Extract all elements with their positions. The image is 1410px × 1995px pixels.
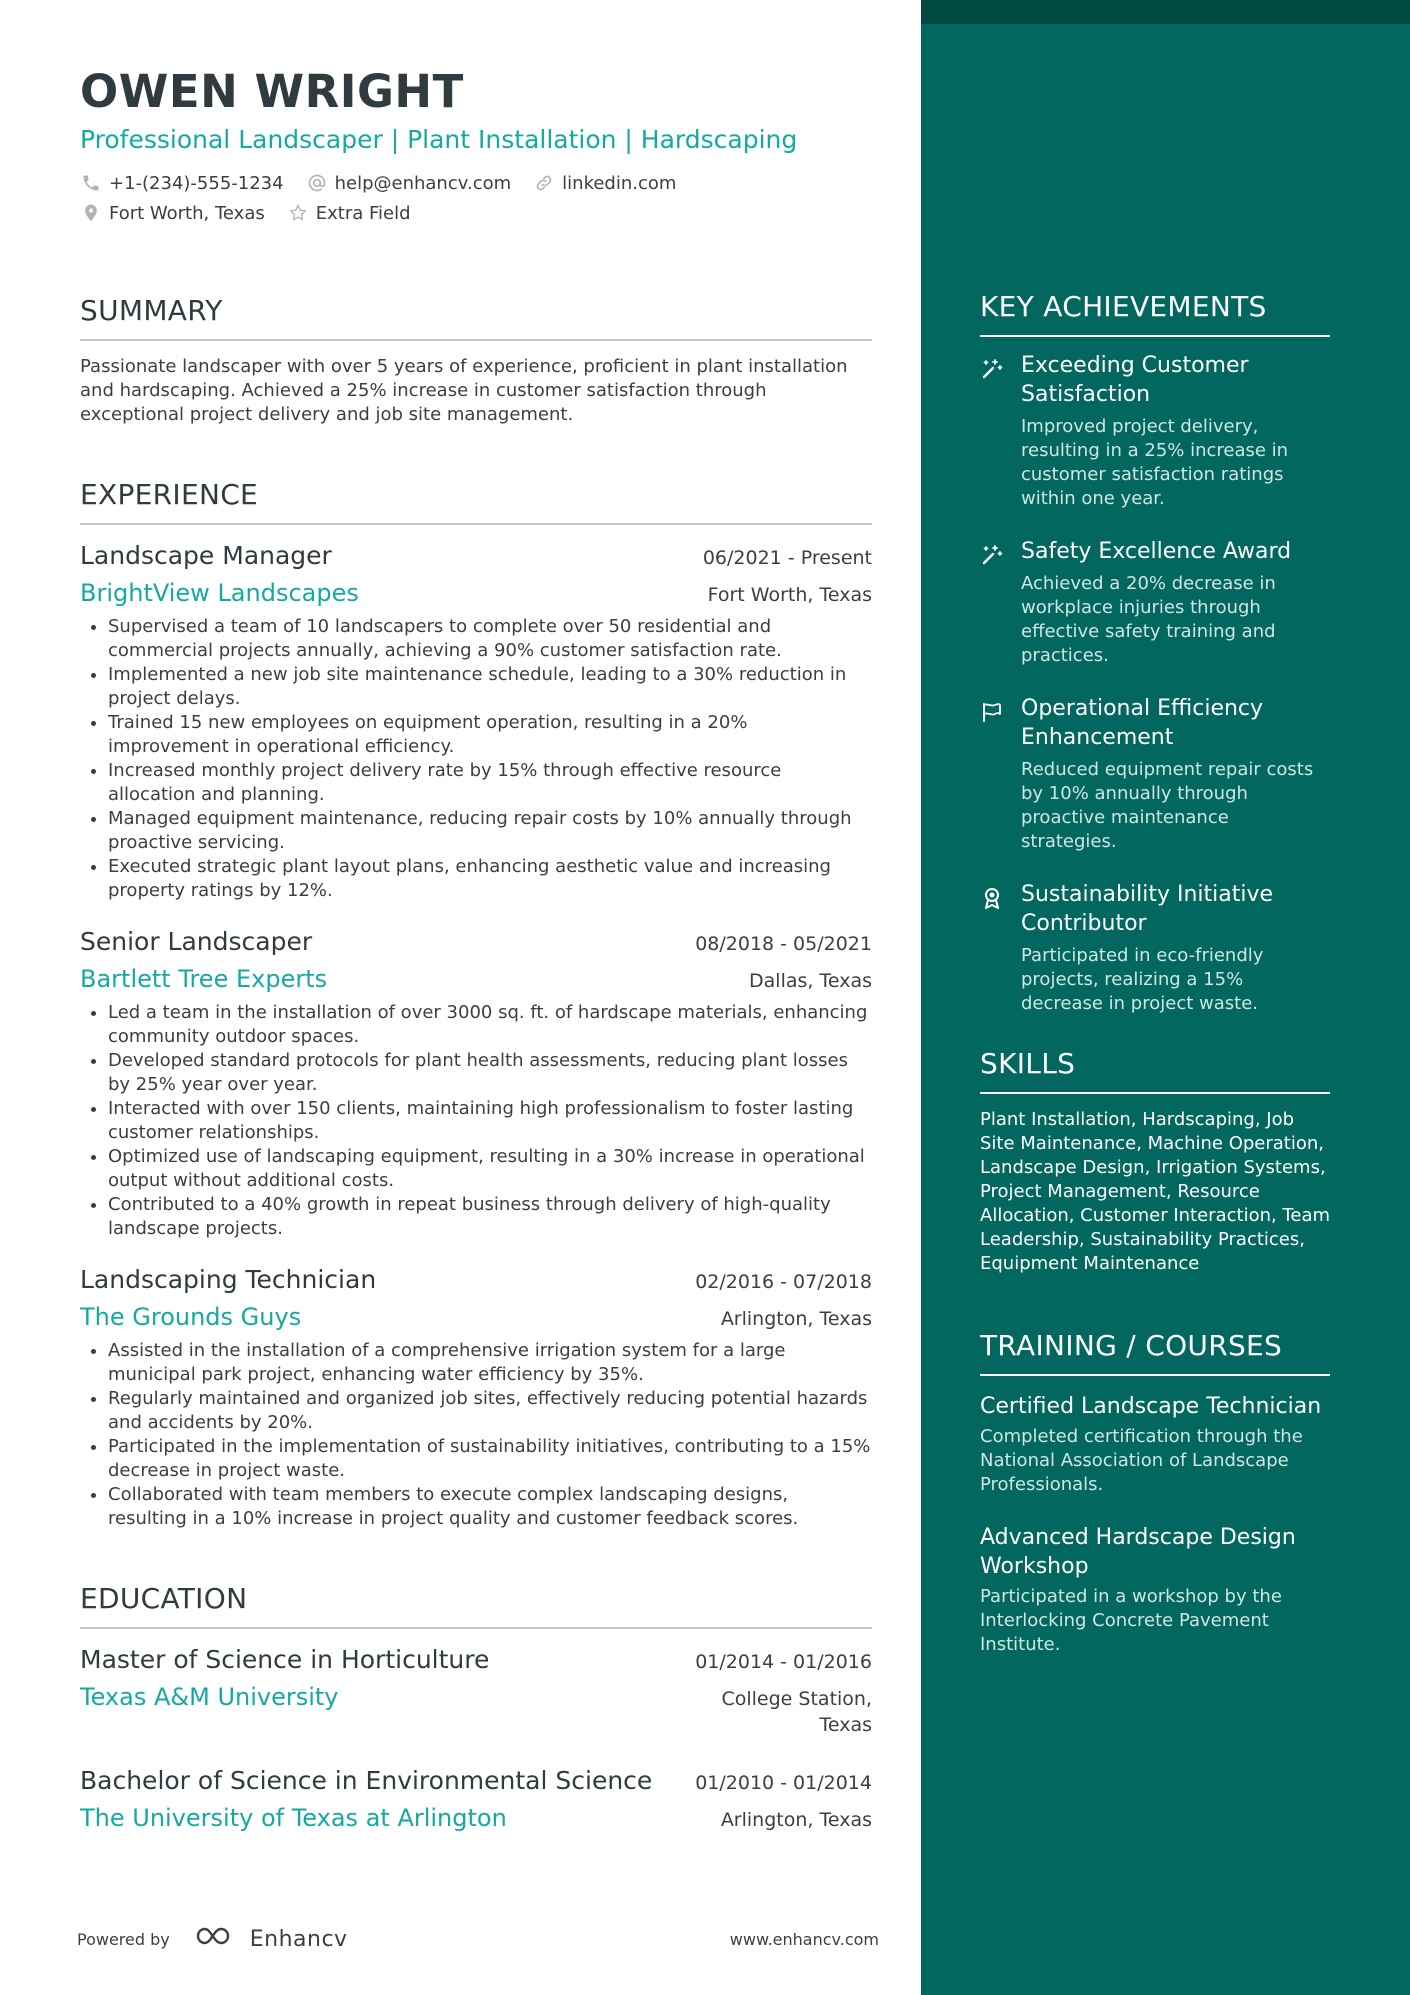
education-section bbox=[80, 1581, 872, 1834]
contact-extra bbox=[287, 202, 411, 224]
phone-icon bbox=[80, 172, 102, 194]
footer bbox=[77, 1914, 879, 1964]
magic-wand-icon bbox=[980, 537, 1005, 668]
skills-list: Plant Installation, Hardscaping, Job Site Maintenance, Machine Operation, Landscape Design, Irrigation Systems, Project Management, Resource Allocation, Customer Interaction, Team Leadership, Sustainability Practices, Equipment Maintenance bbox=[980, 1109, 1331, 1274]
job-location: Dallas, Texas bbox=[749, 970, 872, 992]
company-name: The Grounds Guys bbox=[80, 1303, 302, 1331]
main-content bbox=[80, 64, 872, 1834]
course-item bbox=[980, 1523, 1330, 1657]
degree-title: Bachelor of Science in Environmental Science bbox=[80, 1766, 653, 1795]
job-title: Landscape Manager bbox=[80, 541, 332, 570]
enhancv-logo-icon bbox=[194, 1924, 240, 1954]
skills-title: SKILLS bbox=[980, 1047, 1076, 1080]
contact-email[interactable] bbox=[306, 172, 512, 194]
summary-divider bbox=[80, 339, 872, 341]
bullet-item: • Developed standard protocols for plant health assessments, reducing plant losses by 25% year over year. bbox=[108, 1049, 872, 1097]
achievement-title: Operational Efficiency Enhancement bbox=[1021, 696, 1264, 750]
email-text: help@enhancv.com bbox=[334, 172, 512, 194]
job-location: Arlington, Texas bbox=[720, 1308, 872, 1330]
link-icon bbox=[533, 172, 555, 194]
education-title: EDUCATION bbox=[80, 1582, 248, 1615]
magic-wand-icon bbox=[980, 351, 1005, 511]
education-entry bbox=[80, 1764, 872, 1834]
skills-section bbox=[980, 1046, 1330, 1276]
job-bullets bbox=[80, 615, 872, 903]
bullet-item: • Supervised a team of 10 landscapers to complete over 50 residential and commercial projects annually, achieving a 90% customer satisfaction rate. bbox=[108, 615, 872, 663]
job-entry bbox=[80, 1263, 872, 1531]
job-date: 02/2016 - 07/2018 bbox=[695, 1271, 872, 1293]
achievement-desc: Participated in eco-friendly projects, realizing a 15% decrease in project waste. bbox=[1021, 945, 1264, 1014]
degree-title: Master of Science in Horticulture bbox=[80, 1645, 490, 1674]
bullet-item: • Regularly maintained and organized job sites, effectively reducing potential hazards and accidents by 20%. bbox=[108, 1387, 872, 1435]
job-title: Senior Landscaper bbox=[80, 927, 313, 956]
job-title: Landscaping Technician bbox=[80, 1265, 377, 1294]
company-name: BrightView Landscapes bbox=[80, 579, 359, 607]
brand-name: Enhancv bbox=[249, 1926, 348, 1952]
bullet-item: • Collaborated with team members to execute complex landscaping designs, resulting in a 10% increase in project quality and customer feedback scores. bbox=[108, 1483, 872, 1531]
achievement-title: Exceeding Customer Satisfaction bbox=[1021, 353, 1249, 407]
achievement-desc: Achieved a 20% decrease in workplace injuries through effective safety training and practices. bbox=[1021, 573, 1276, 666]
bullet-item: • Led a team in the installation of over 3000 sq. ft. of hardscape materials, enhancing community outdoor spaces. bbox=[108, 1001, 872, 1049]
bullet-item: • Managed equipment maintenance, reducing repair costs by 10% annually through proactive servicing. bbox=[108, 807, 872, 855]
contact-location bbox=[80, 202, 265, 224]
education-entry bbox=[80, 1643, 872, 1738]
achievement-item bbox=[980, 351, 1330, 511]
course-desc: Completed certification through the National Association of Landscape Professionals. bbox=[980, 1426, 1303, 1495]
star-icon bbox=[287, 202, 309, 224]
education-location: Arlington, Texas bbox=[720, 1809, 872, 1831]
school-name: Texas A&M University bbox=[80, 1683, 339, 1711]
experience-title: EXPERIENCE bbox=[80, 478, 259, 511]
candidate-headline: Professional Landscaper | Plant Installation | Hardscaping bbox=[80, 125, 798, 154]
achievements-title: KEY ACHIEVEMENTS bbox=[980, 290, 1267, 323]
education-date: 01/2010 - 01/2014 bbox=[695, 1772, 872, 1794]
bullet-item: • Executed strategic plant layout plans, enhancing aesthetic value and increasing property ratings by 12%. bbox=[108, 855, 872, 903]
linkedin-text: linkedin.com bbox=[562, 172, 677, 194]
job-date: 08/2018 - 05/2021 bbox=[695, 933, 872, 955]
contact-row-1 bbox=[80, 168, 872, 198]
job-entry bbox=[80, 539, 872, 903]
brand-logo[interactable] bbox=[194, 1924, 348, 1954]
flag-icon bbox=[980, 694, 1005, 854]
education-location: College Station, Texas bbox=[721, 1688, 872, 1736]
contact-row-2 bbox=[80, 198, 872, 228]
bullet-item: • Trained 15 new employees on equipment operation, resulting in a 20% improvement in operational efficiency. bbox=[108, 711, 872, 759]
course-title: Certified Landscape Technician bbox=[980, 1394, 1322, 1419]
location-pin-icon bbox=[80, 202, 102, 224]
contact-linkedin[interactable] bbox=[533, 172, 676, 194]
summary-text: Passionate landscaper with over 5 years of experience, proficient in plant installation and hardscaping. Achieved a 25% increase in customer satisfaction through exceptional project delivery and job site management. bbox=[80, 356, 848, 425]
sidebar-column bbox=[921, 0, 1410, 1995]
summary-section bbox=[80, 293, 872, 427]
bullet-item: • Interacted with over 150 clients, maintaining high professionalism to foster lasting customer relationships. bbox=[108, 1097, 872, 1145]
bullet-item: • Assisted in the installation of a comprehensive irrigation system for a large municipal park project, enhancing water efficiency by 35%. bbox=[108, 1339, 872, 1387]
bullet-item: • Optimized use of landscaping equipment, resulting in a 30% increase in operational output without additional costs. bbox=[108, 1145, 872, 1193]
achievement-title: Safety Excellence Award bbox=[1021, 539, 1292, 564]
education-date: 01/2014 - 01/2016 bbox=[695, 1651, 872, 1673]
sidebar-top-band bbox=[921, 0, 1410, 24]
candidate-name: OWEN WRIGHT bbox=[80, 65, 464, 118]
course-item bbox=[980, 1392, 1330, 1497]
award-ribbon-icon bbox=[980, 880, 1005, 1016]
training-section bbox=[980, 1328, 1330, 1657]
contact-info bbox=[80, 168, 872, 228]
powered-by bbox=[77, 1924, 348, 1954]
skills-divider bbox=[980, 1092, 1330, 1094]
bullet-item: • Implemented a new job site maintenance schedule, leading to a 30% reduction in project delays. bbox=[108, 663, 872, 711]
course-desc: Participated in a workshop by the Interlocking Concrete Pavement Institute. bbox=[980, 1586, 1282, 1655]
school-name: The University of Texas at Arlington bbox=[80, 1804, 507, 1832]
education-divider bbox=[80, 1627, 872, 1629]
phone-text: +1-(234)-555-1234 bbox=[109, 172, 284, 194]
footer-website[interactable]: www.enhancv.com bbox=[729, 1929, 879, 1949]
achievement-item bbox=[980, 880, 1330, 1016]
powered-by-label: Powered by bbox=[77, 1929, 170, 1949]
bullet-item: • Increased monthly project delivery rate by 15% through effective resource allocation and planning. bbox=[108, 759, 872, 807]
job-bullets bbox=[80, 1339, 872, 1531]
experience-divider bbox=[80, 523, 872, 525]
bullet-item: • Participated in the implementation of sustainability initiatives, contributing to a 15% decrease in project waste. bbox=[108, 1435, 872, 1483]
contact-phone[interactable] bbox=[80, 172, 284, 194]
extra-text: Extra Field bbox=[315, 202, 411, 224]
job-date: 06/2021 - Present bbox=[702, 547, 872, 569]
training-title: TRAINING / COURSES bbox=[980, 1329, 1283, 1362]
achievements-divider bbox=[980, 335, 1330, 337]
training-divider bbox=[980, 1374, 1330, 1376]
achievement-desc: Reduced equipment repair costs by 10% annually through proactive maintenance strategies. bbox=[1021, 759, 1314, 852]
job-entry bbox=[80, 925, 872, 1241]
achievement-title: Sustainability Initiative Contributor bbox=[1021, 882, 1274, 936]
company-name: Bartlett Tree Experts bbox=[80, 965, 328, 993]
summary-title: SUMMARY bbox=[80, 294, 223, 327]
achievement-item bbox=[980, 694, 1330, 854]
achievement-item bbox=[980, 537, 1330, 668]
experience-section bbox=[80, 477, 872, 1531]
bullet-item: • Contributed to a 40% growth in repeat business through delivery of high-quality landscape projects. bbox=[108, 1193, 872, 1241]
achievements-list bbox=[980, 351, 1330, 1016]
course-title: Advanced Hardscape Design Workshop bbox=[980, 1525, 1296, 1579]
location-text: Fort Worth, Texas bbox=[109, 202, 265, 224]
job-bullets bbox=[80, 1001, 872, 1241]
at-icon bbox=[306, 172, 328, 194]
achievements-section bbox=[980, 289, 1330, 1016]
job-location: Fort Worth, Texas bbox=[707, 584, 872, 606]
achievement-desc: Improved project delivery, resulting in a 25% increase in customer satisfaction ratings within one year. bbox=[1021, 416, 1289, 509]
